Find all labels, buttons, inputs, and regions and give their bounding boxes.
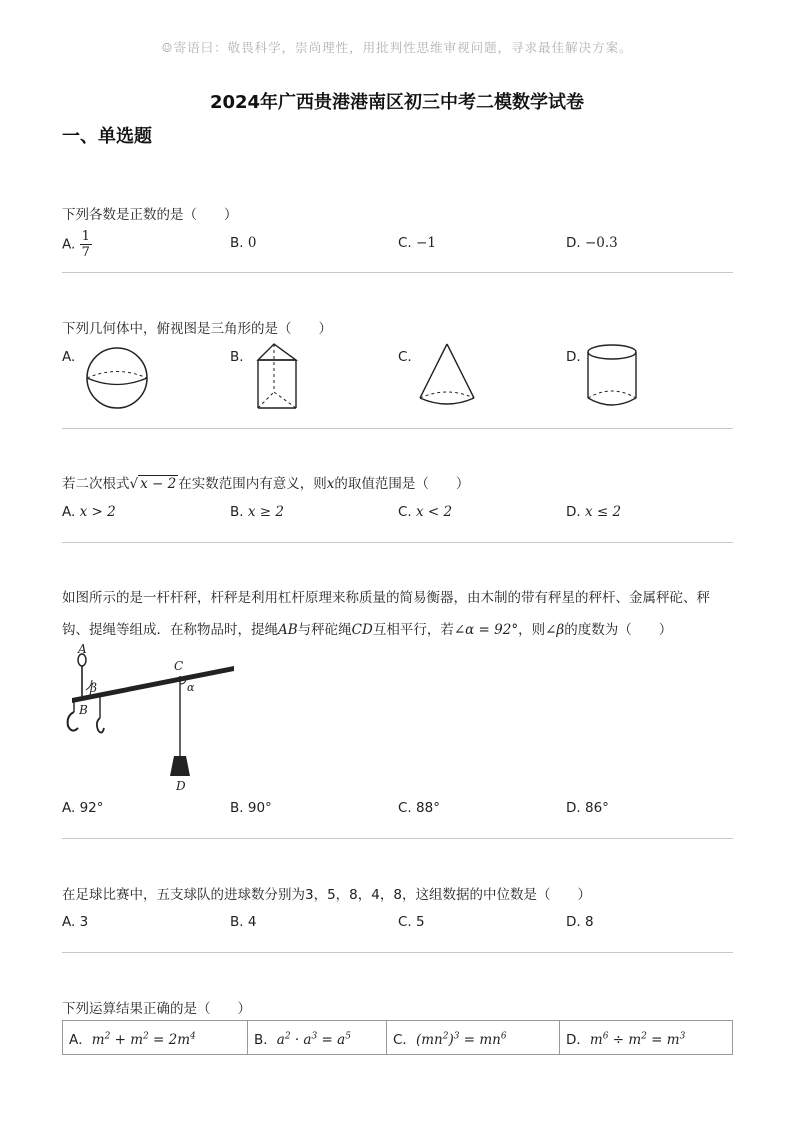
label-b: B	[79, 703, 88, 717]
question-6-option-b[interactable]	[248, 1021, 387, 1055]
option-value: −0.3	[584, 235, 618, 251]
option-value: x > 2	[79, 504, 116, 520]
numerator: 1	[81, 229, 90, 244]
question-5-option-b[interactable]	[230, 914, 256, 930]
option-value: 0	[247, 235, 257, 251]
segment-cd: CD	[351, 622, 373, 638]
question-2-option-a[interactable]: A.	[62, 349, 76, 365]
question-6-stem: 下列运算结果正确的是（ ）	[62, 1001, 251, 1017]
option-label: B．	[254, 1031, 277, 1048]
fraction	[80, 229, 92, 260]
option-label: D.	[566, 800, 581, 816]
stem-text: 的取值范围是（ ）	[334, 476, 470, 492]
stem-text: 在实数范围内有意义，则	[178, 476, 327, 492]
question-1-option-b[interactable]	[230, 235, 256, 251]
divider	[62, 272, 733, 273]
motto-header: ☺寄语曰：敬畏科学，崇尚理性，用批判性思维审视问题，寻求最佳解决方案。	[161, 40, 633, 55]
divider	[62, 952, 733, 953]
segment-ab: AB	[278, 622, 298, 638]
question-4-option-d[interactable]	[566, 800, 609, 816]
angle-beta: ∠β	[545, 622, 565, 638]
question-5-stem: 在足球比赛中，五支球队的进球数分别为3，5，8，4，8，这组数据的中位数是（ ）	[62, 887, 591, 903]
question-5-option-d[interactable]	[566, 914, 594, 930]
option-label: B.	[230, 800, 244, 816]
stem-text: 与秤砣绳	[297, 622, 352, 638]
stem-text: 若二次根式	[62, 476, 130, 492]
question-5-option-a[interactable]	[62, 914, 88, 930]
divider	[62, 838, 733, 839]
question-4-stem-line-2	[62, 618, 672, 638]
question-2-option-c[interactable]: C.	[398, 349, 412, 365]
option-formula: $(mn^2)^3 = mn^6$	[415, 1031, 507, 1048]
radicand: x − 2	[140, 476, 177, 492]
option-label: D.	[566, 914, 581, 930]
option-label: C.	[398, 914, 412, 930]
option-label: B.	[230, 235, 244, 251]
question-4-option-a[interactable]	[62, 800, 104, 816]
divider	[62, 542, 733, 543]
question-6-option-a[interactable]	[63, 1021, 248, 1055]
option-label: B.	[230, 914, 244, 930]
question-3-option-d[interactable]	[566, 504, 621, 520]
option-label: A.	[62, 504, 76, 520]
section-heading: 一、单选题	[62, 126, 152, 147]
hook-icon	[97, 718, 104, 733]
option-label: A.	[62, 236, 76, 253]
option-label: A.	[62, 800, 76, 816]
option-value: 3	[79, 914, 89, 930]
question-3-option-a[interactable]	[62, 504, 116, 520]
question-3-option-c[interactable]	[398, 504, 452, 520]
option-formula: $m^6 \div m^2 = m^3$	[589, 1031, 686, 1048]
question-5-option-c[interactable]	[398, 914, 425, 930]
option-value: x ≥ 2	[247, 504, 284, 520]
option-label: B.	[230, 504, 244, 520]
question-1-option-a[interactable]	[62, 229, 92, 260]
variable: x	[326, 476, 335, 492]
question-6-option-c[interactable]	[387, 1021, 560, 1055]
option-value: x ≤ 2	[584, 504, 622, 520]
option-value: 8	[584, 914, 594, 930]
stem-text: 的度数为（ ）	[564, 622, 673, 638]
label-alpha: α	[187, 681, 195, 694]
option-label: C.	[398, 800, 412, 816]
weight-icon	[170, 756, 190, 776]
question-1-option-c[interactable]	[398, 235, 436, 251]
option-label: D．	[566, 1031, 590, 1048]
option-label: D.	[566, 235, 581, 251]
stem-text: 互相平行，若	[372, 622, 454, 638]
cone-icon	[416, 340, 478, 410]
question-2-option-b[interactable]: B.	[230, 349, 244, 365]
option-formula: $a^2 \cdot a^3 = a^5$	[276, 1031, 351, 1048]
option-label: C．	[393, 1031, 416, 1048]
angle-alpha: ∠α = 92°	[453, 622, 519, 638]
denominator: 7	[81, 245, 90, 260]
hook-icon	[68, 712, 78, 731]
steelyard-figure	[62, 640, 242, 795]
question-3-stem	[62, 472, 469, 492]
question-2-stem: 下列几何体中，俯视图是三角形的是（ ）	[62, 321, 332, 337]
option-label: D.	[566, 504, 581, 520]
option-value: x < 2	[416, 504, 453, 520]
option-value: −1	[416, 235, 436, 251]
option-label: C.	[398, 235, 412, 251]
option-value: 5	[416, 914, 425, 930]
question-6-option-d[interactable]	[560, 1021, 733, 1055]
question-4-option-b[interactable]	[230, 800, 272, 816]
option-label: C.	[398, 504, 412, 520]
radical: √ x − 2	[129, 476, 177, 492]
question-4-option-c[interactable]	[398, 800, 440, 816]
options-table	[62, 1020, 733, 1055]
question-1-option-d[interactable]	[566, 235, 618, 251]
stem-text: 钩、提绳等组成．在称物品时，提绳	[62, 622, 278, 638]
page-title: 2024年广西贵港港南区初三中考二模数学试卷	[209, 92, 585, 113]
triangular-prism-icon	[250, 340, 306, 414]
question-3-option-b[interactable]	[230, 504, 284, 520]
option-value: 4	[247, 914, 257, 930]
question-1-stem: 下列各数是正数的是（ ）	[62, 207, 238, 223]
option-label: A．	[69, 1031, 92, 1048]
sphere-icon	[82, 343, 154, 413]
question-4-stem-line-1: 如图所示的是一杆杆秤，杆秤是利用杠杆原理来称质量的简易衡器，由木制的带有秤星的秤杆、金属秤砣、秤	[62, 590, 710, 606]
option-label: A.	[62, 914, 76, 930]
label-a: A	[78, 642, 87, 656]
option-value: 86°	[584, 800, 609, 816]
option-value: 90°	[247, 800, 272, 816]
label-c: C	[174, 659, 184, 673]
label-d: D	[176, 779, 186, 793]
cylinder-icon	[584, 340, 640, 410]
question-2-option-d[interactable]: D.	[566, 349, 581, 365]
option-formula: $m^2 + m^2 = 2m^4$	[91, 1031, 196, 1048]
divider	[62, 428, 733, 429]
label-beta: β	[90, 681, 97, 695]
option-value: 92°	[79, 800, 104, 816]
stem-text: ，则	[518, 622, 546, 638]
option-value: 88°	[416, 800, 440, 816]
